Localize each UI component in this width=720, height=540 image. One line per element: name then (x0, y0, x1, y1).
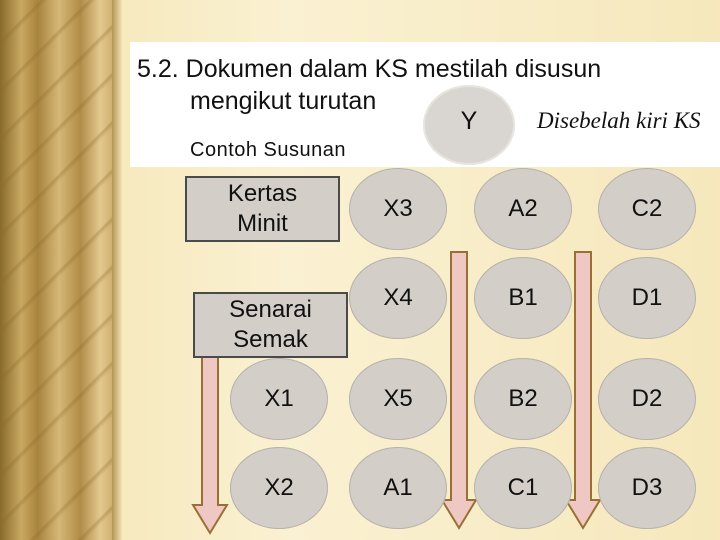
document-circle-c2: C2 (598, 168, 696, 250)
document-circle-x4: X4 (349, 257, 447, 339)
y-label: Y (460, 107, 478, 135)
document-circle-b2: B2 (474, 358, 572, 440)
document-circle-x2: X2 (230, 447, 328, 529)
decorative-side-edge (112, 0, 122, 540)
y-circle (423, 85, 515, 165)
slide-title-line-1: 5.2. Dokumen dalam KS mestilah disusun (137, 55, 602, 83)
document-circle-x1: X1 (230, 358, 328, 440)
senarai-semak-box: Senarai Semak (193, 292, 348, 358)
document-circle-b1: B1 (474, 257, 572, 339)
decorative-side-band (0, 0, 118, 540)
down-arrow-column-2 (442, 252, 476, 528)
document-circle-x3: X3 (349, 168, 447, 250)
side-note: Disebelah kiri KS (537, 108, 701, 133)
slide-title-line-2: mengikut turutan (190, 87, 377, 115)
document-circle-a2: A2 (474, 168, 572, 250)
down-arrow-column-1 (193, 355, 227, 533)
document-circle-d3: D3 (598, 447, 696, 529)
document-circle-x5: X5 (349, 358, 447, 440)
kertas-minit-box: Kertas Minit (185, 176, 340, 242)
document-circle-c1: C1 (474, 447, 572, 529)
document-circle-a1: A1 (349, 447, 447, 529)
document-circle-d2: D2 (598, 358, 696, 440)
example-label: Contoh Susunan (190, 139, 347, 161)
document-circle-d1: D1 (598, 257, 696, 339)
